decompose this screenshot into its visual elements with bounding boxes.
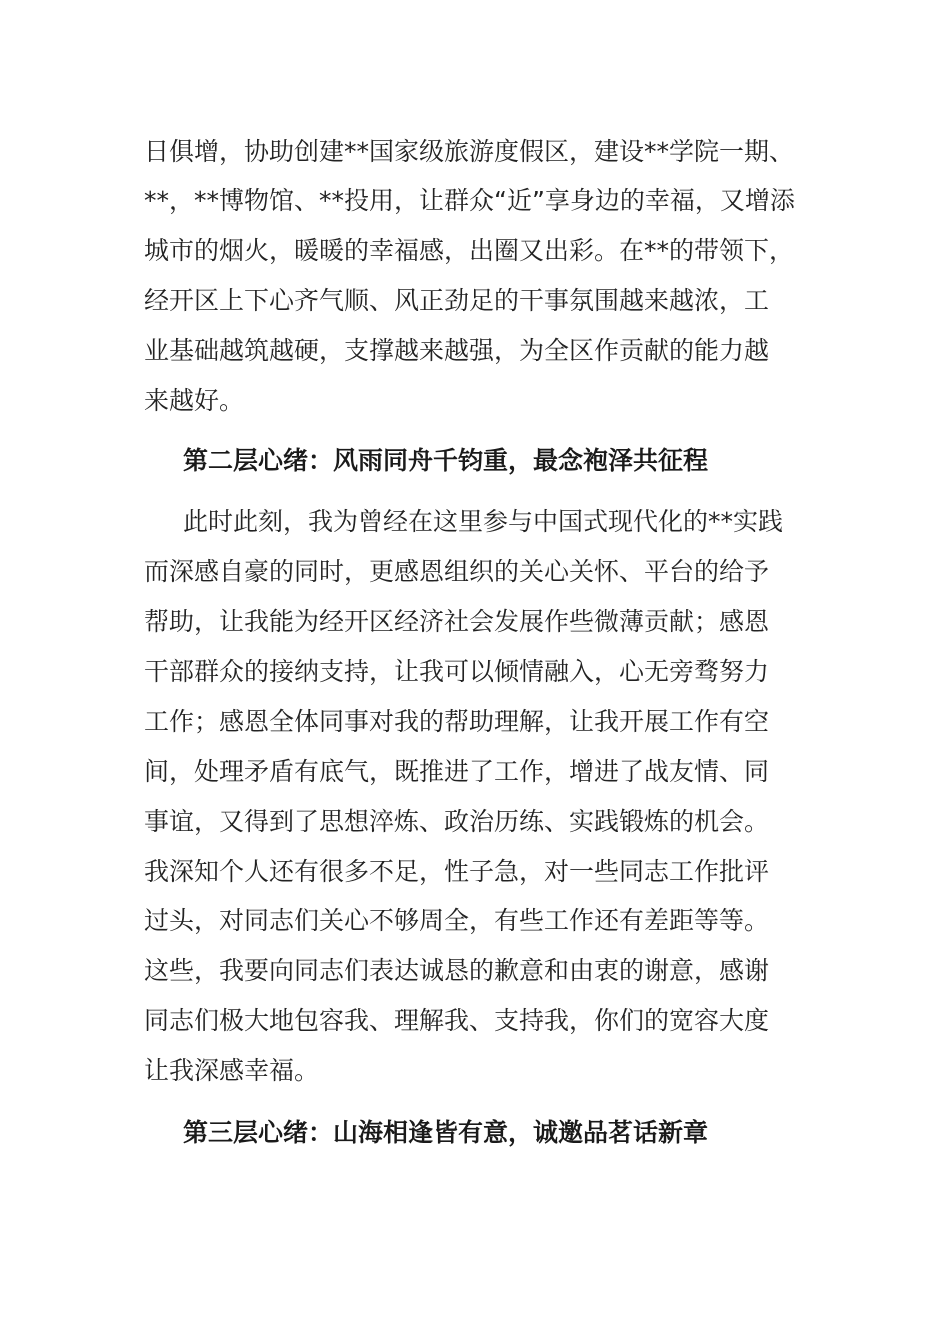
paragraph1-line-4: 经开区上下心齐气顺、风正劲足的干事氛围越来越浓，工	[144, 286, 770, 315]
paragraph2-line-7: 事谊，又得到了思想淬炼、政治历练、实践锻炼的机会。	[144, 807, 770, 836]
paragraph1-line-1: 日俱增，协助创建**国家级旅游度假区，建设**学院一期、	[144, 137, 795, 166]
paragraph1-line-3: 城市的烟火，暖暖的幸福感，出圈又出彩。在**的带领下，	[144, 236, 795, 265]
paragraph2-line-6: 间，处理矛盾有底气，既推进了工作，增进了战友情、同	[144, 757, 770, 786]
paragraph2-line-11: 同志们极大地包容我、理解我、支持我，你们的宽容大度	[144, 1006, 770, 1035]
section-heading-2: 第二层心绪：风雨同舟千钧重，最念袍泽共征程	[183, 446, 709, 475]
paragraph1-line-2: **，**博物馆、**投用，让群众“近”享身边的幸福，又增添	[144, 186, 795, 215]
paragraph2-line-4: 干部群众的接纳支持，让我可以倾情融入，心无旁骛努力	[144, 657, 770, 686]
paragraph2-line-2: 而深感自豪的同时，更感恩组织的关心关怀、平台的给予	[144, 557, 770, 586]
paragraph2-line-1: 此时此刻，我为曾经在这里参与中国式现代化的**实践	[183, 507, 784, 536]
paragraph2-line-8: 我深知个人还有很多不足，性子急，对一些同志工作批评	[144, 857, 770, 886]
paragraph2-line-10: 这些，我要向同志们表达诚恳的歉意和由衷的谢意，感谢	[144, 956, 770, 985]
paragraph1-line-5: 业基础越筑越硬，支撑越来越强，为全区作贡献的能力越	[144, 336, 770, 365]
paragraph2-line-9: 过头，对同志们关心不够周全，有些工作还有差距等等。	[144, 906, 770, 935]
section-heading-3: 第三层心绪：山海相逢皆有意，诚邀品茗话新章	[183, 1118, 709, 1147]
paragraph1-line-6: 来越好。	[144, 386, 245, 415]
paragraph2-line-12: 让我深感幸福。	[144, 1056, 320, 1085]
paragraph2-line-3: 帮助，让我能为经开区经济社会发展作些微薄贡献；感恩	[144, 607, 770, 636]
paragraph2-line-5: 工作；感恩全体同事对我的帮助理解，让我开展工作有空	[144, 707, 770, 736]
